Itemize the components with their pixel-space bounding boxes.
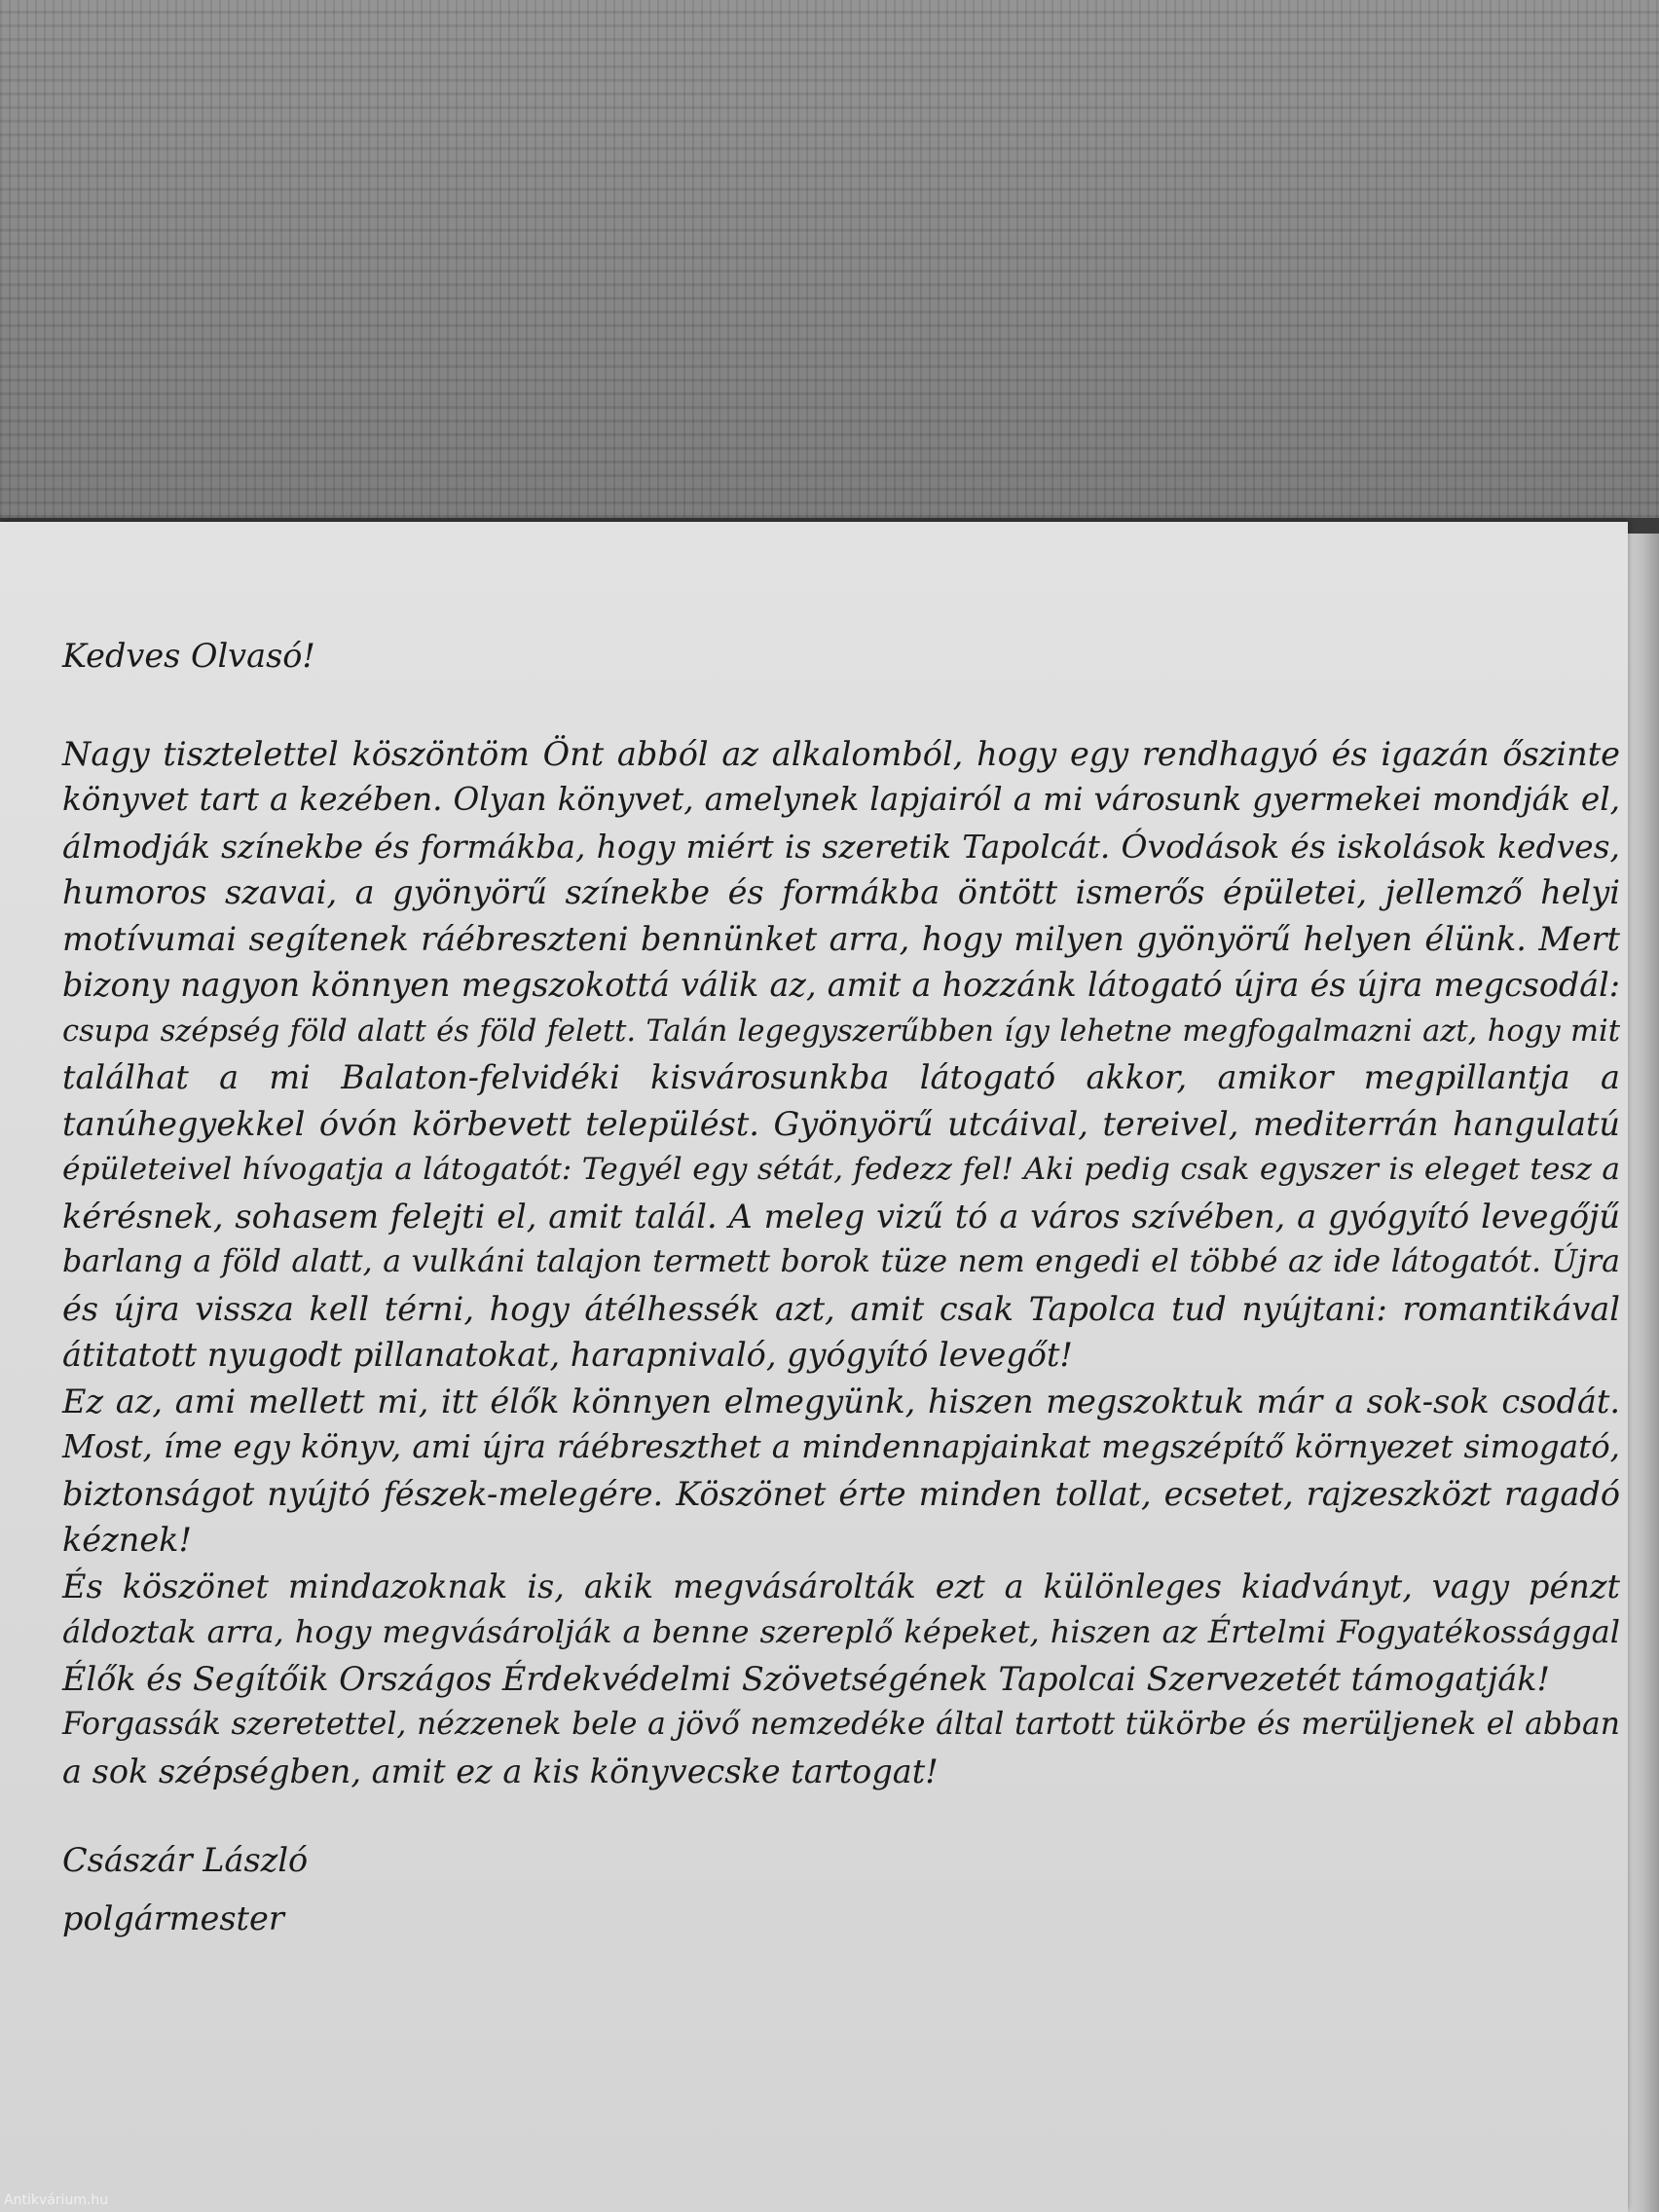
paragraph-3 — [62, 1564, 1620, 1703]
greeting: Kedves Olvasó! — [62, 637, 315, 675]
text-line: áldoztak arra, hogy megvásárolják a benne szereplő képeket, hiszen az Értelmi Fogyatékossággal — [62, 1613, 1620, 1650]
signature-block — [62, 1831, 1620, 1948]
paragraph-1 — [62, 731, 1620, 1379]
text-line: motívumai segítenek ráébreszteni bennünket arra, hogy milyen gyönyörű helyen élünk. Mert — [62, 919, 1620, 958]
text-line: Most, íme egy könyv, ami újra ráébreszthet a mindennapjainkat megszépítő környezet simogató, — [62, 1428, 1620, 1465]
signature-name: Császár László — [62, 1841, 309, 1879]
text-line: biztonságot nyújtó fészek-melegére. Köszönet érte minden tollat, ecsetet, rajzeszközt ragadó — [62, 1474, 1620, 1513]
text-line: bizony nagyon könnyen megszokottá válik az, amit a hozzánk látogató újra és újra megcsodál: — [62, 966, 1620, 1004]
text-line: álmodják színekbe és formákba, hogy miért is szeretik Tapolcát. Óvodások és iskolások kedves, — [62, 827, 1620, 866]
page-edge — [1628, 534, 1659, 2212]
text-line: találhat a mi Balaton-felvidéki kisvárosunkba látogató akkor, amikor megpillantja a — [62, 1058, 1620, 1096]
text-line: tanúhegyekkel óvón körbevett települést. Gyönyörű utcáival, tereivel, mediterrán hangulatú — [62, 1104, 1620, 1143]
signature-title: polgármester — [62, 1899, 284, 1937]
text-line: könyvet tart a kezében. Olyan könyvet, amelynek lapjairól a mi városunk gyermekei mondják el, — [62, 781, 1620, 818]
text-line: barlang a föld alatt, a vulkáni talajon termett borok tüze nem engedi el többé az ide látogatót. Újra — [62, 1244, 1620, 1279]
background-surface — [0, 0, 1659, 545]
text-line: Nagy tisztelettel köszöntöm Önt abból az alkalomból, hogy egy rendhagyó és igazán őszinte — [62, 734, 1620, 773]
paragraph-4 — [62, 1702, 1620, 1794]
text-line: Ez az, ami mellett mi, itt élők könnyen elmegyünk, hiszen megszoktuk már a sok-sok csodát. — [62, 1382, 1620, 1420]
text-line: Élők és Segítőik Országos Érdekvédelmi Szövetségének Tapolcai Szervezetét támogatják! — [62, 1659, 1551, 1698]
text-line: és újra vissza kell térni, hogy átélhessék azt, amit csak Tapolca tud nyújtani: romantikával — [62, 1289, 1620, 1328]
letter-text — [62, 633, 1620, 1948]
paragraph-2 — [62, 1379, 1620, 1564]
text-line: a sok szépségben, amit ez a kis könyvecske tartogat! — [62, 1751, 939, 1790]
watermark: Antikvárium.hu — [4, 2193, 109, 2208]
text-line: Forgassák szeretettel, nézzenek bele a jövő nemzedéke által tartott tükörbe és merüljenek el abban — [62, 1707, 1620, 1742]
text-line: kéznek! — [62, 1521, 192, 1559]
text-line: kérésnek, sohasem felejti el, amit talál. A meleg vizű tó a város szívében, a gyógyító levegőjű — [62, 1197, 1620, 1235]
text-line: És köszönet mindazoknak is, akik megvásárolták ezt a különleges kiadványt, vagy pénzt — [62, 1567, 1620, 1605]
text-line: humoros szavai, a gyönyörű színekbe és formákba öntött ismerős épületei, jellemző helyi — [62, 873, 1620, 911]
text-line: átitatott nyugodt pillanatokat, harapnivaló, gyógyító levegőt! — [62, 1336, 1073, 1374]
text-line: épületeivel hívogatja a látogatót: Tegyél egy sétát, fedezz fel! Aki pedig csak egyszer is eleget tesz a — [62, 1152, 1620, 1187]
text-line: csupa szépség föld alatt és föld felett. Talán legegyszerűbben így lehetne megfogalmazni azt, hogy mit — [62, 1014, 1620, 1049]
